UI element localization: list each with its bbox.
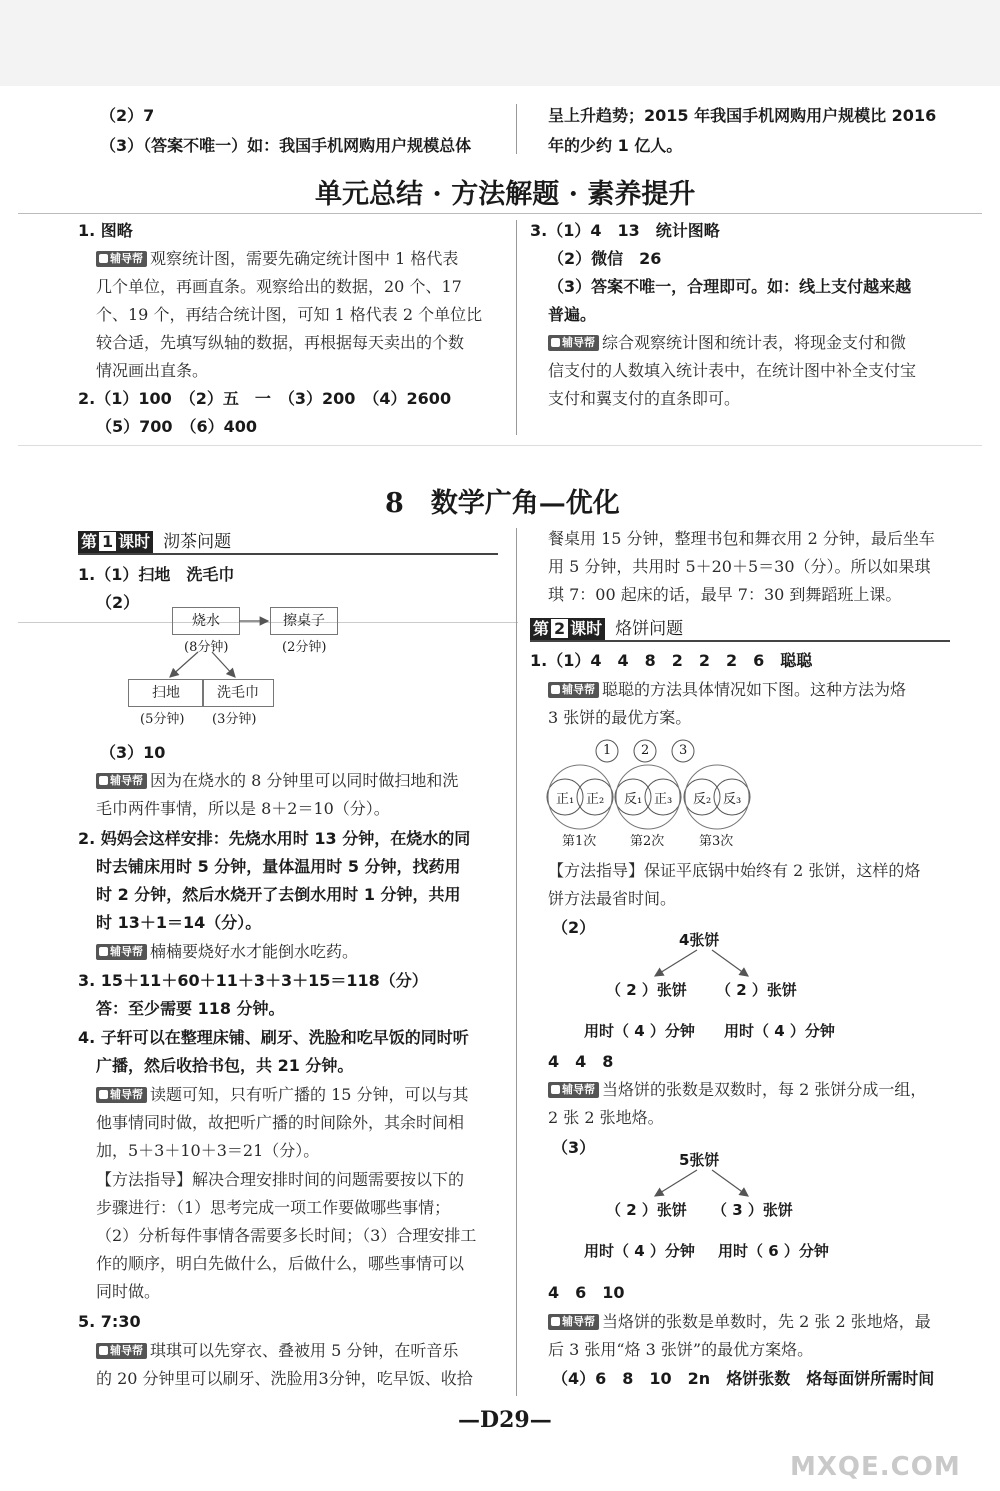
l2-q2-help-1: 辅导帮 当烙饼的张数是双数时，每 2 张饼分成一组， xyxy=(548,1080,926,1100)
boil-box: 烧水 xyxy=(172,607,240,635)
chapter-title: 8 数学广角—优化 xyxy=(385,488,620,519)
l2-q4: （4）6 8 10 2n 烙饼张数 烙每面饼所需时间 xyxy=(552,1369,935,1388)
l1-q4-help-1: 辅导帮 读题可知，只有听广播的 15 分钟，可以与其 xyxy=(96,1085,469,1105)
l1-q2-help: 辅导帮 楠楠要烧好水才能倒水吃药。 xyxy=(96,942,358,962)
tree5-right-time: 用时（ 6 ）分钟 xyxy=(718,1242,829,1260)
summary-q3-c-1: （3）答案不唯一，合理即可。如：线上支付越来越 xyxy=(548,277,912,296)
side-6: 反₃ xyxy=(723,792,742,807)
l2-q3-label: （3） xyxy=(552,1138,596,1157)
towel-box: 洗毛巾 xyxy=(202,679,274,707)
cake-1: 1 xyxy=(603,743,612,758)
watermark-logo: MXQE.COM xyxy=(790,1452,961,1482)
help-badge: 辅导帮 xyxy=(548,335,599,351)
tree5-root: 5张饼 xyxy=(679,1151,720,1169)
l2-q1-help-2: 3 张饼的最优方案。 xyxy=(548,708,692,727)
l1-method-3: （2）分析每件事情各需要多长时间；（3）合理安排工 xyxy=(96,1226,477,1245)
lesson1-title: 沏茶问题 xyxy=(163,532,232,552)
l2-q2-ans: 4 4 8 xyxy=(548,1052,614,1071)
l1-q3-a: 3. 15＋11＋60＋11＋3＋3＋15＝118（分） xyxy=(78,971,428,990)
help-badge: 辅导帮 xyxy=(548,1314,599,1330)
summary-q3-b: （2）微信 26 xyxy=(548,249,662,268)
tree4-right: （ 2 ）张饼 xyxy=(716,981,797,999)
summary-q3-c-2: 普遍。 xyxy=(548,305,597,324)
tree4-right-time: 用时（ 4 ）分钟 xyxy=(724,1022,835,1040)
l2-q1-a: 1.（1）4 4 8 2 2 2 6 聪聪 xyxy=(530,651,813,670)
l1-q1-c: （3）10 xyxy=(100,743,166,762)
l1-q5-help-2: 的 20 分钟里可以刷牙、洗脸用3分钟，吃早饭、收拾 xyxy=(96,1369,473,1388)
side-5: 反₂ xyxy=(693,792,712,807)
round-2: 第2次 xyxy=(630,834,665,849)
l1-q1-b: （2） xyxy=(96,593,140,612)
summary-q1-help-3: 个、19 个，再结合统计图，可知 1 格代表 2 个单位比 xyxy=(96,305,483,324)
l1-method-4: 作的顺序，明白先做什么，后做什么，哪些事情可以 xyxy=(96,1254,465,1273)
l2-q1-help-1: 辅导帮 聪聪的方法具体情况如下图。这种方法为烙 xyxy=(548,680,906,700)
l2-q3-ans: 4 6 10 xyxy=(548,1283,625,1302)
cake-2: 2 xyxy=(641,743,650,758)
sweep-box: 扫地 xyxy=(128,679,204,707)
help-badge: 辅导帮 xyxy=(548,1082,599,1098)
cake-3: 3 xyxy=(679,743,688,758)
side-4: 正₃ xyxy=(654,792,673,807)
l1-q1-a: 1.（1）扫地 洗毛巾 xyxy=(78,565,235,584)
tree5-left: （ 2 ）张饼 xyxy=(606,1201,687,1219)
rc-cont-2: 用 5 分钟，共用时 5＋20＋5＝30（分）。所以如果琪 xyxy=(548,557,931,576)
lesson2-badge: 第 2 课时 xyxy=(530,618,605,640)
l2-q3-help-2: 后 3 张用“烙 3 张饼”的最优方案烙。 xyxy=(548,1340,814,1359)
summary-q1-help-5: 情况画出直条。 xyxy=(96,361,209,380)
round-3: 第3次 xyxy=(699,834,734,849)
towel-time: (3分钟) xyxy=(212,712,257,727)
l1-q4-help-2: 他事情同时做，故把听广播的时间除外，其余时间相 xyxy=(96,1113,465,1132)
l1-q5: 5. 7:30 xyxy=(78,1312,141,1331)
l2-q2-help-2: 2 张 2 张地烙。 xyxy=(548,1108,664,1127)
lesson1-badge: 第 1 课时 xyxy=(78,531,153,553)
l1-method-5: 同时做。 xyxy=(96,1282,161,1301)
help-badge: 辅导帮 xyxy=(96,944,147,960)
top-right-line-2: 年的少约 1 亿人。 xyxy=(548,136,683,155)
l1-q1-help-1: 辅导帮 因为在烧水的 8 分钟里可以同时做扫地和洗 xyxy=(96,771,458,791)
l2-method-2: 饼方法最省时间。 xyxy=(548,889,677,908)
l1-q2-2: 时去铺床用时 5 分钟，量体温用时 5 分钟，找药用 xyxy=(96,857,461,876)
l1-q4-1: 4. 子轩可以在整理床铺、刷牙、洗脸和吃早饭的同时听 xyxy=(78,1028,469,1047)
wipe-time: (2分钟) xyxy=(282,640,327,655)
l2-method-1: 【方法指导】保证平底锅中始终有 2 张饼，这样的烙 xyxy=(548,861,921,880)
summary-q3-help-3: 支付和翼支付的直条即可。 xyxy=(548,389,741,408)
summary-q2-a: 2.（1）100 （2）五 一 （3）200 （4）2600 xyxy=(78,389,452,408)
tree4-left-time: 用时（ 4 ）分钟 xyxy=(584,1022,695,1040)
l1-q3-b: 答：至少需要 118 分钟。 xyxy=(96,999,285,1018)
l2-q3-help-1: 辅导帮 当烙饼的张数是单数时，先 2 张 2 张地烙，最 xyxy=(548,1312,931,1332)
page-number: —D29— xyxy=(458,1407,552,1433)
tree5-left-time: 用时（ 4 ）分钟 xyxy=(584,1242,695,1260)
side-1: 正₁ xyxy=(556,792,575,807)
summary-q3-help-2: 信支付的人数填入统计表中，在统计图中补全支付宝 xyxy=(548,361,917,380)
l1-q5-help-1: 辅导帮 琪琪可以先穿衣、叠被用 5 分钟，在听音乐 xyxy=(96,1341,458,1361)
l1-method-2: 步骤进行：（1）思考完成一项工作要做哪些事情； xyxy=(96,1198,451,1217)
side-2: 正₂ xyxy=(586,792,605,807)
summary-q1: 1. 图略 xyxy=(78,221,133,240)
l1-q2-4: 时 13＋1＝14（分）。 xyxy=(96,913,262,932)
top-left-line-2: （3）（答案不唯一）如：我国手机网购用户规模总体 xyxy=(100,136,472,155)
rc-cont-1: 餐桌用 15 分钟，整理书包和舞衣用 2 分钟，最后坐车 xyxy=(548,529,935,548)
l1-q4-2: 广播，然后收拾书包，共 21 分钟。 xyxy=(96,1056,354,1075)
l1-q4-help-3: 加，5＋3＋10＋3＝21（分）。 xyxy=(96,1141,320,1160)
l1-q2-3: 时 2 分钟，然后水烧开了去倒水用时 1 分钟，共用 xyxy=(96,885,461,904)
help-badge: 辅导帮 xyxy=(96,773,147,789)
l1-q1-help-2: 毛巾两件事情，所以是 8＋2＝10（分）。 xyxy=(96,799,390,818)
round-1: 第1次 xyxy=(562,834,597,849)
summary-q1-help-4: 较合适，先填写纵轴的数据，再根据每天卖出的个数 xyxy=(96,333,465,352)
summary-q3-a: 3.（1）4 13 统计图略 xyxy=(530,221,720,240)
lesson2-title: 烙饼问题 xyxy=(615,619,684,639)
top-left-line-1: （2）7 xyxy=(100,106,155,125)
l2-q2-label: （2） xyxy=(552,918,596,937)
tree4-left: （ 2 ）张饼 xyxy=(606,981,687,999)
tree5-right: （ 3 ）张饼 xyxy=(712,1201,793,1219)
l1-method-1: 【方法指导】解决合理安排时间的问题需要按以下的 xyxy=(96,1170,465,1189)
summary-q1-help-2: 几个单位，再画直条。观察给出的数据，20 个、17 xyxy=(96,277,462,296)
wipe-box: 擦桌子 xyxy=(270,607,338,635)
summary-q3-help-1: 辅导帮 综合观察统计图和统计表，将现金支付和微 xyxy=(548,333,906,353)
help-badge: 辅导帮 xyxy=(548,682,599,698)
tree4-root: 4张饼 xyxy=(679,931,720,949)
top-right-line-1: 呈上升趋势；2015 年我国手机网购用户规模比 2016 xyxy=(548,106,937,125)
help-badge: 辅导帮 xyxy=(96,251,147,267)
boil-time: (8分钟) xyxy=(184,640,229,655)
side-3: 反₁ xyxy=(624,792,643,807)
help-badge: 辅导帮 xyxy=(96,1087,147,1103)
summary-q2-b: （5）700 （6）400 xyxy=(96,417,258,436)
summary-q1-help-1: 辅导帮 观察统计图，需要先确定统计图中 1 格代表 xyxy=(96,249,458,269)
sweep-time: (5分钟) xyxy=(140,712,185,727)
help-badge: 辅导帮 xyxy=(96,1343,147,1359)
l1-q2-1: 2. 妈妈会这样安排：先烧水用时 13 分钟，在烧水的同 xyxy=(78,829,471,848)
unit-summary-title: 单元总结 · 方法解题 · 素养提升 xyxy=(315,179,696,210)
rc-cont-3: 琪 7：00 起床的话，最早 7：30 到舞蹈班上课。 xyxy=(548,585,902,604)
